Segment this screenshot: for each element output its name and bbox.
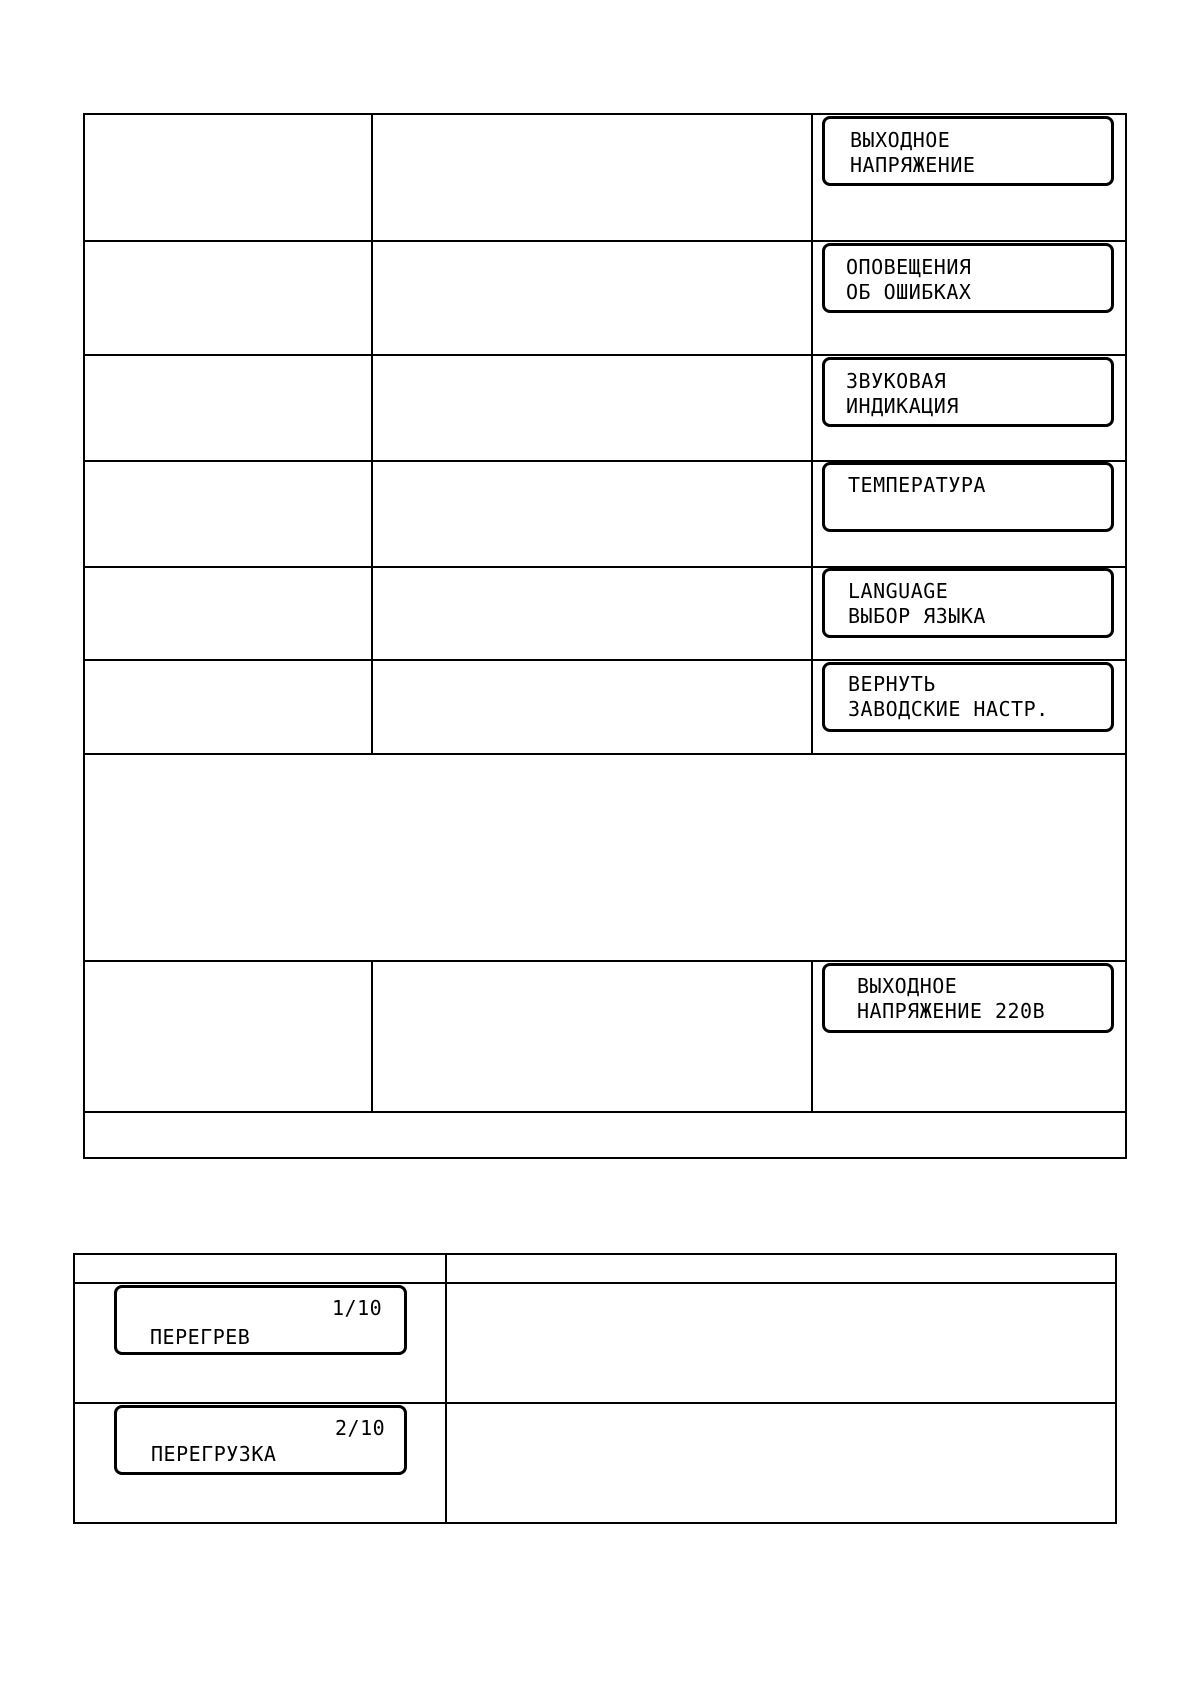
- error-message: ПЕРЕГРЕВ: [150, 1325, 251, 1349]
- lcd-display-sound-indication: [822, 357, 1114, 427]
- error-counter: 2/10: [335, 1416, 386, 1440]
- row-divider: [83, 659, 1127, 661]
- lcd-line-2: ВЫБОР ЯЗЫКА: [848, 604, 986, 628]
- error-counter: 1/10: [332, 1296, 383, 1320]
- lcd-line-1: ТЕМПЕРАТУРА: [848, 473, 986, 497]
- lcd-display-overload: [114, 1405, 407, 1475]
- lcd-line-1: ВЕРНУТЬ: [848, 672, 936, 696]
- table-border: [83, 113, 1127, 115]
- row-divider: [73, 1282, 1117, 1284]
- lcd-line-2: НАПРЯЖЕНИЕ: [850, 153, 976, 177]
- lcd-display-overheat: [114, 1285, 407, 1355]
- column-divider: [445, 1253, 447, 1524]
- row-divider: [73, 1402, 1117, 1404]
- lcd-line-1: ОПОВЕЩЕНИЯ: [846, 255, 972, 279]
- lcd-line-1: ЗВУКОВАЯ: [846, 369, 947, 393]
- lcd-display-factory-reset: [822, 662, 1114, 732]
- row-divider: [83, 753, 1127, 755]
- lcd-line-1: LANGUAGE: [848, 579, 949, 603]
- lcd-line-2: ИНДИКАЦИЯ: [846, 394, 959, 418]
- table-border: [73, 1253, 75, 1524]
- table-border: [1125, 113, 1127, 1159]
- row-divider: [83, 240, 1127, 242]
- table-border: [83, 1157, 1127, 1159]
- row-divider: [83, 960, 1127, 962]
- table-border: [83, 113, 85, 1159]
- error-message: ПЕРЕГРУЗКА: [151, 1442, 277, 1466]
- lcd-display-language: [822, 568, 1114, 638]
- table-border: [73, 1522, 1117, 1524]
- lcd-line-1: ВЫХОДНОЕ: [857, 974, 958, 998]
- lcd-line-2: ЗАВОДСКИЕ НАСТР.: [848, 697, 1049, 721]
- column-divider: [811, 113, 813, 754]
- row-divider: [83, 354, 1127, 356]
- column-divider: [371, 960, 373, 1112]
- lcd-display-temperature: [822, 462, 1114, 532]
- lcd-display-error-alerts: [822, 243, 1114, 313]
- lcd-display-output-voltage: [822, 116, 1114, 186]
- column-divider: [371, 113, 373, 754]
- lcd-display-output-voltage-220v: [822, 963, 1114, 1033]
- table-border: [1115, 1253, 1117, 1524]
- lcd-line-2: НАПРЯЖЕНИЕ 220В: [857, 999, 1046, 1023]
- column-divider: [811, 960, 813, 1112]
- lcd-line-2: ОБ ОШИБКАХ: [846, 280, 972, 304]
- row-divider: [83, 1111, 1127, 1113]
- lcd-line-1: ВЫХОДНОЕ: [850, 128, 951, 152]
- table-border: [73, 1253, 1117, 1255]
